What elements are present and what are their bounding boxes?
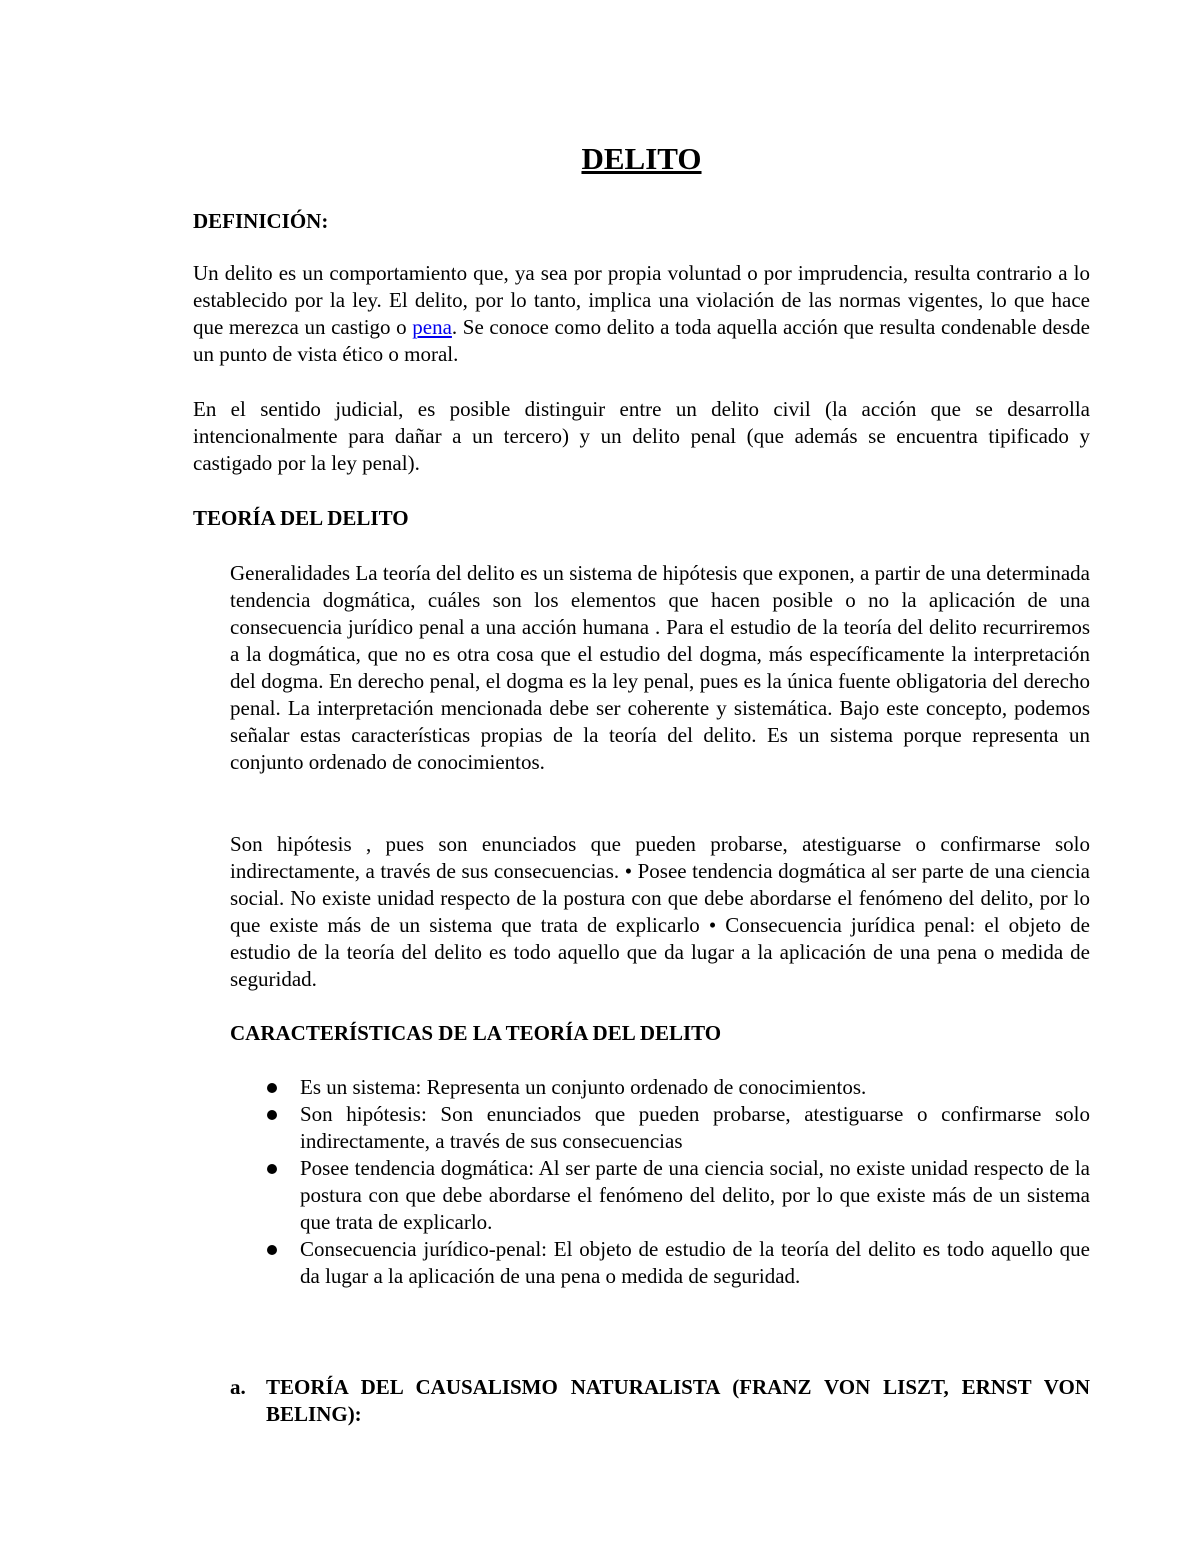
- causalismo-heading: [230, 1374, 1090, 1428]
- bullet-icon: [267, 1083, 277, 1093]
- caracteristicas-list: [260, 1074, 1090, 1290]
- list-item: [260, 1074, 1090, 1101]
- list-item: [260, 1155, 1090, 1236]
- bullet-icon: [267, 1110, 277, 1120]
- list-item: [260, 1101, 1090, 1155]
- list-marker: a.: [230, 1375, 246, 1399]
- definicion-paragraph-2: En el sentido judicial, es posible distinguir entre un delito civil (la acción que se desarrolla intencionalmente para dañar a un tercero) y un delito penal (que además se encuentra tipificado y castigado por la ley penal).: [193, 397, 1090, 475]
- definicion-text-before-link: Un delito es un comportamiento que, ya sea por propia voluntad o por imprudencia, resulta contrario a lo establecido por la ley. El delito, por lo tanto, implica una violación de las normas vigentes, lo que hace que merezca un castigo o: [193, 261, 1090, 339]
- list-item-text: Es un sistema: Representa un conjunto ordenado de conocimientos.: [300, 1075, 867, 1099]
- bullet-icon: [267, 1164, 277, 1174]
- definicion-text-after-link: . Se conoce como delito a toda aquella acción que resulta condenable desde un punto de vista ético o moral.: [193, 315, 1090, 366]
- teoria-paragraph-1: Generalidades La teoría del delito es un sistema de hipótesis que exponen, a partir de una determinada tendencia dogmática, cuáles son los elementos que hacen posible o no la aplicación de una consecuencia jurídico penal a una acción humana . Para el estudio de la teoría del delito recurriremos a la dogmática, que no es otra cosa que el estudio del dogma, más específicamente la interpretación del dogma. En derecho penal, el dogma es la ley penal, pues es la única fuente obligatoria del derecho penal. La interpretación mencionada debe ser coherente y sistemática. Bajo este concepto, podemos señalar estas características propias de la teoría del delito. Es un sistema porque representa un conjunto ordenado de conocimientos.: [230, 561, 1090, 774]
- teoria-paragraph-2: Son hipótesis , pues son enunciados que pueden probarse, atestiguarse o confirmarse solo indirectamente, a través de sus consecuencias. • Posee tendencia dogmática al ser parte de una ciencia social. No existe unidad respecto de la postura con que debe abordarse el fenómeno del delito, por lo que existe más de un sistema que trata de explicarlo • Consecuencia jurídica penal: el objeto de estudio de la teoría del delito es todo aquello que da lugar a la aplicación de una pena o medida de seguridad.: [230, 832, 1090, 991]
- document-title: DELITO: [581, 141, 702, 176]
- causalismo-heading-text: TEORÍA DEL CAUSALISMO NATURALISTA (FRANZ VON LISZT, ERNST VON BELING):: [266, 1375, 1090, 1426]
- teoria-heading: TEORÍA DEL DELITO: [193, 506, 409, 530]
- pena-link[interactable]: pena: [412, 315, 452, 339]
- caracteristicas-heading: CARACTERÍSTICAS DE LA TEORÍA DEL DELITO: [230, 1021, 722, 1045]
- list-item-text: Posee tendencia dogmática: Al ser parte de una ciencia social, no existe unidad respecto de la postura con que debe abordarse el fenómeno del delito, por lo que existe más de un sistema que trata de explicarlo.: [300, 1156, 1090, 1234]
- bullet-icon: [267, 1245, 277, 1255]
- list-item-text: Consecuencia jurídico-penal: El objeto de estudio de la teoría del delito es todo aquello que da lugar a la aplicación de una pena o medida de seguridad.: [300, 1237, 1090, 1288]
- definicion-paragraph-1: [193, 260, 1090, 368]
- definicion-heading: DEFINICIÓN:: [193, 209, 329, 233]
- list-item-text: Son hipótesis: Son enunciados que pueden probarse, atestiguarse o confirmarse solo indirectamente, a través de sus consecuencias: [300, 1102, 1090, 1153]
- list-item: [260, 1236, 1090, 1290]
